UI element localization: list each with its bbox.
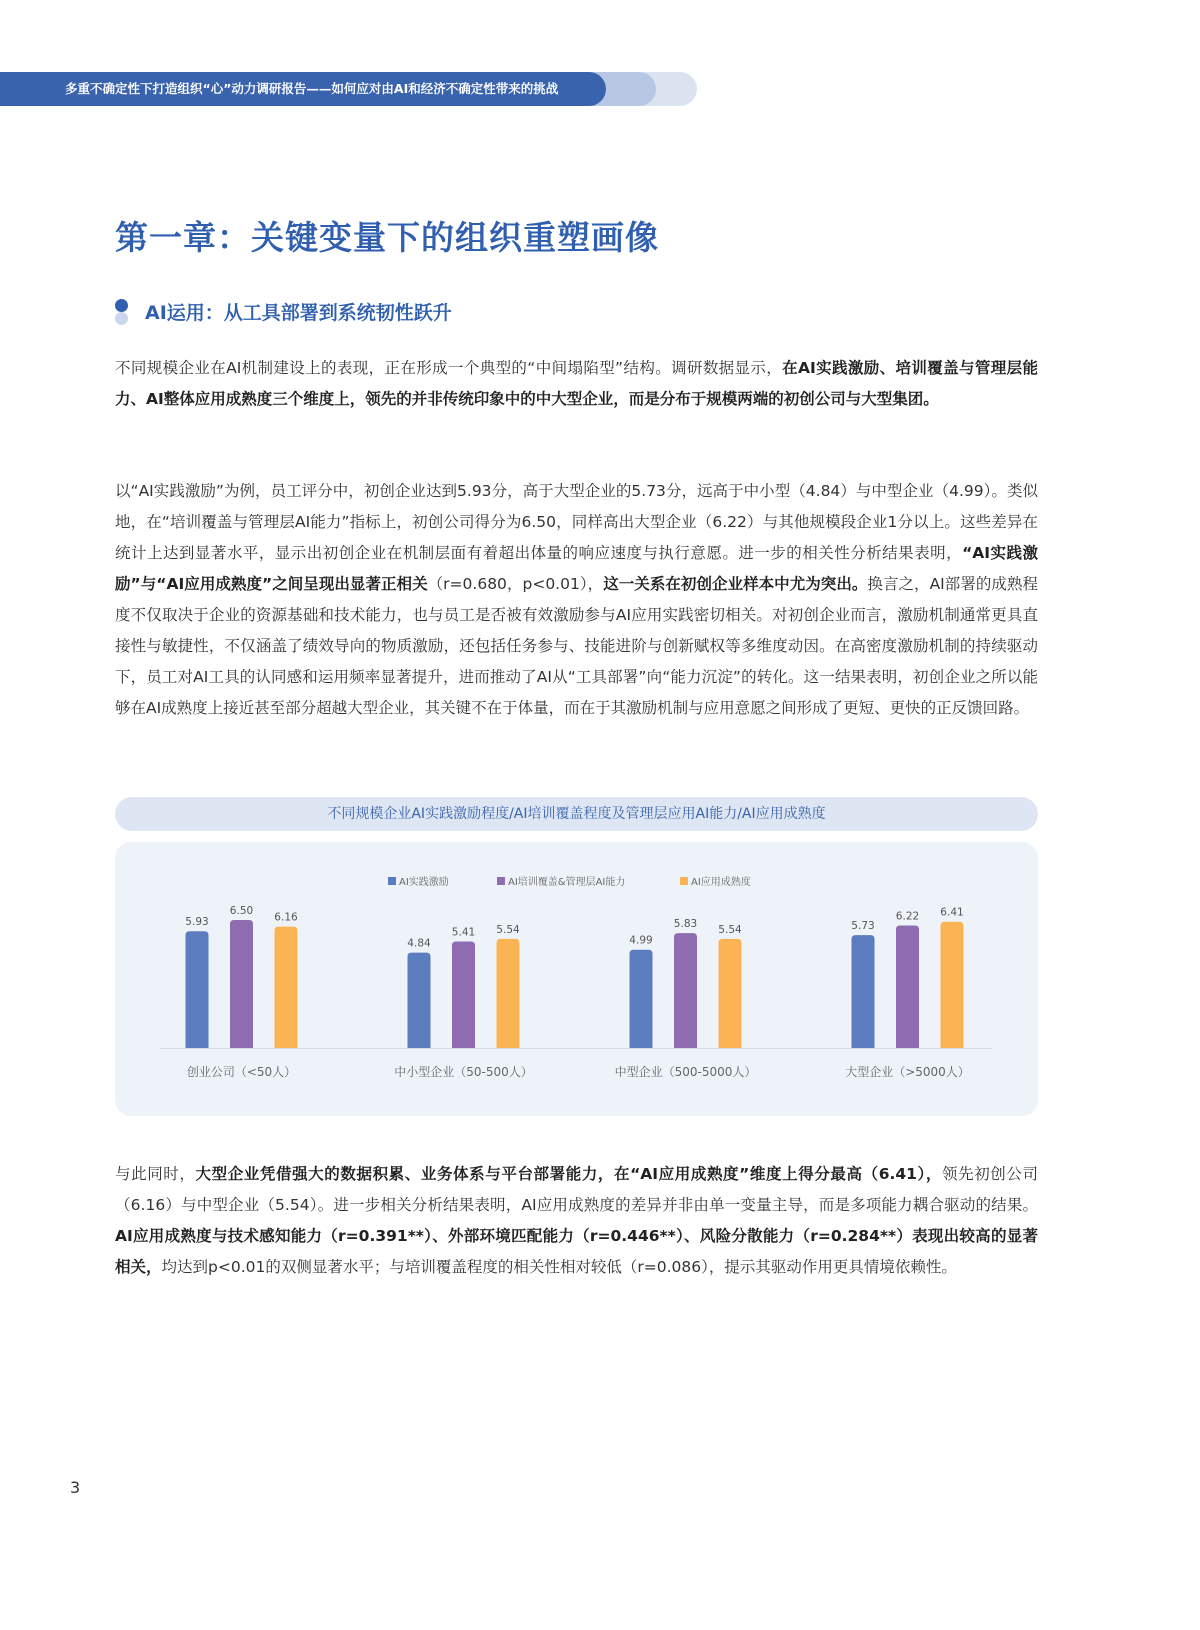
x-tick-label: 大型企业（>5000人）	[845, 1065, 970, 1079]
data-label: 6.22	[895, 910, 920, 923]
data-label: 5.73	[851, 920, 875, 933]
chart-panel	[115, 842, 1038, 1116]
data-label: 4.84	[407, 937, 431, 950]
bold-text-run: 在AI实践激励、培训覆盖与管理层能力、AI整体应用成熟度三个维度上，领先的并非传统印象中的中大型企业，而是分布于规模两端的初创公司与大型集团。	[115, 359, 1038, 408]
text-run: 换言之，AI部署的成熟程度不仅取决于企业的资源基础和技术能力，也与员工是否被有效激励参与AI应用实践密切相关。对初创企业而言，激励机制通常更具直接性与敏捷性，不仅涵盖了绩效导向的物质激励，还包括任务参与、技能进阶与创新赋权等多维度动因。在高密度激励机制的持续驱动下，员工对AI工具的认同感和运用频率显著提升，进而推动了AI从“工具部署”向“能力沉淀”的转化。这一结果表明，初创企业之所以能够在AI成熟度上接近甚至部分超越大型企业，其关键不在于体量，而在于其激励机制与应用意愿之间形成了更短、更快的正反馈回路。	[115, 575, 1039, 717]
text-run: 均达到p<0.01的双侧显著水平；与培训覆盖程度的相关性相对较低（r=0.086），提示其驱动作用更具情境依赖性。	[161, 1258, 957, 1276]
bar	[275, 927, 298, 1048]
bar	[941, 922, 964, 1048]
report-header-title: 多重不确定性下打造组织“心”动力调研报告——如何应对由AI和经济不确定性带来的挑战	[0, 72, 606, 106]
chart-title: 不同规模企业AI实践激励程度/AI培训覆盖程度及管理层应用AI能力/AI应用成熟度	[115, 797, 1038, 831]
paragraph-2	[115, 476, 1038, 724]
x-tick-label: 创业公司（<50人）	[186, 1065, 297, 1079]
bar	[408, 953, 431, 1048]
paragraph-1	[115, 353, 1038, 415]
text-run: 不同规模企业在AI机制建设上的表现，正在形成一个典型的“中间塌陷型”结构。调研数据显示，	[115, 359, 783, 377]
bar-chart	[115, 842, 1038, 1116]
bar	[719, 939, 742, 1048]
bar	[452, 941, 475, 1048]
bar	[497, 939, 520, 1048]
bar	[186, 931, 209, 1048]
chapter-title: 第一章：关键变量下的组织重塑画像	[115, 218, 659, 257]
bar	[896, 925, 919, 1048]
x-tick-label: 中型企业（500-5000人）	[614, 1065, 757, 1079]
section-heading	[115, 298, 452, 325]
text-run: （r=0.680，p<0.01），	[427, 575, 604, 593]
data-label: 6.50	[229, 904, 254, 917]
bold-text-run: AI应用成熟度与技术感知能力（r=0.391**）、外部环境匹配能力（r=0.446**）、风险分散能力（r=0.284**）表现出较高的显著相关，	[115, 1227, 1038, 1276]
bold-text-run: 这一关系在初创企业样本中尤为突出。	[603, 575, 868, 593]
legend-swatch	[497, 877, 505, 885]
text-run: 以“AI实践激励”为例，员工评分中，初创企业达到5.93分，高于大型企业的5.73分，远高于中小型（4.84）与中型企业（4.99）。类似地，在“培训覆盖与管理层AI能力”指标上，初创公司得分为6.50，同样高出大型企业（6.22）与其他规模段企业1分以上。这些差异在统计上达到显著水平，显示出初创企业在机制层面有着超出体量的响应速度与执行意愿。进一步的相关性分析结果表明，	[115, 482, 1038, 562]
bold-text-run: 大型企业凭借强大的数据积累、业务体系与平台部署能力，在“AI应用成熟度”维度上得分最高（6.41），	[195, 1165, 942, 1183]
data-label: 4.99	[629, 934, 653, 947]
legend-label: AI应用成熟度	[691, 877, 751, 888]
text-run: 与此同时，	[115, 1165, 196, 1183]
legend-label: AI实践激励	[399, 877, 449, 888]
legend-swatch	[680, 877, 688, 885]
x-tick-label: 中小型企业（50-500人）	[394, 1065, 533, 1079]
data-label: 5.54	[718, 923, 742, 936]
data-label: 5.93	[185, 916, 209, 929]
data-label: 5.54	[496, 923, 520, 936]
bold-text-run: “AI实践激励”与“AI应用成熟度”之间呈现出显著正相关	[115, 544, 1038, 593]
bar	[852, 935, 875, 1048]
section-title: AI运用：从工具部署到系统韧性跃升	[145, 302, 452, 324]
bullet-dots-icon	[115, 299, 129, 325]
data-label: 5.83	[673, 918, 698, 931]
data-label: 6.41	[940, 906, 964, 919]
paragraph-3	[115, 1159, 1038, 1283]
legend-swatch	[388, 877, 396, 885]
text-run: 领先初创公司（6.16）与中型企业（5.54）。进一步相关分析结果表明，AI应用成熟度的差异并非由单一变量主导，而是多项能力耦合驱动的结果。	[115, 1165, 1038, 1214]
bar	[630, 950, 653, 1048]
page-number: 3	[70, 1478, 81, 1497]
data-label: 6.16	[274, 911, 298, 924]
bar	[230, 920, 253, 1048]
bar	[674, 933, 697, 1048]
legend-label: AI培训覆盖&管理层AI能力	[508, 877, 626, 888]
data-label: 5.41	[451, 926, 476, 939]
